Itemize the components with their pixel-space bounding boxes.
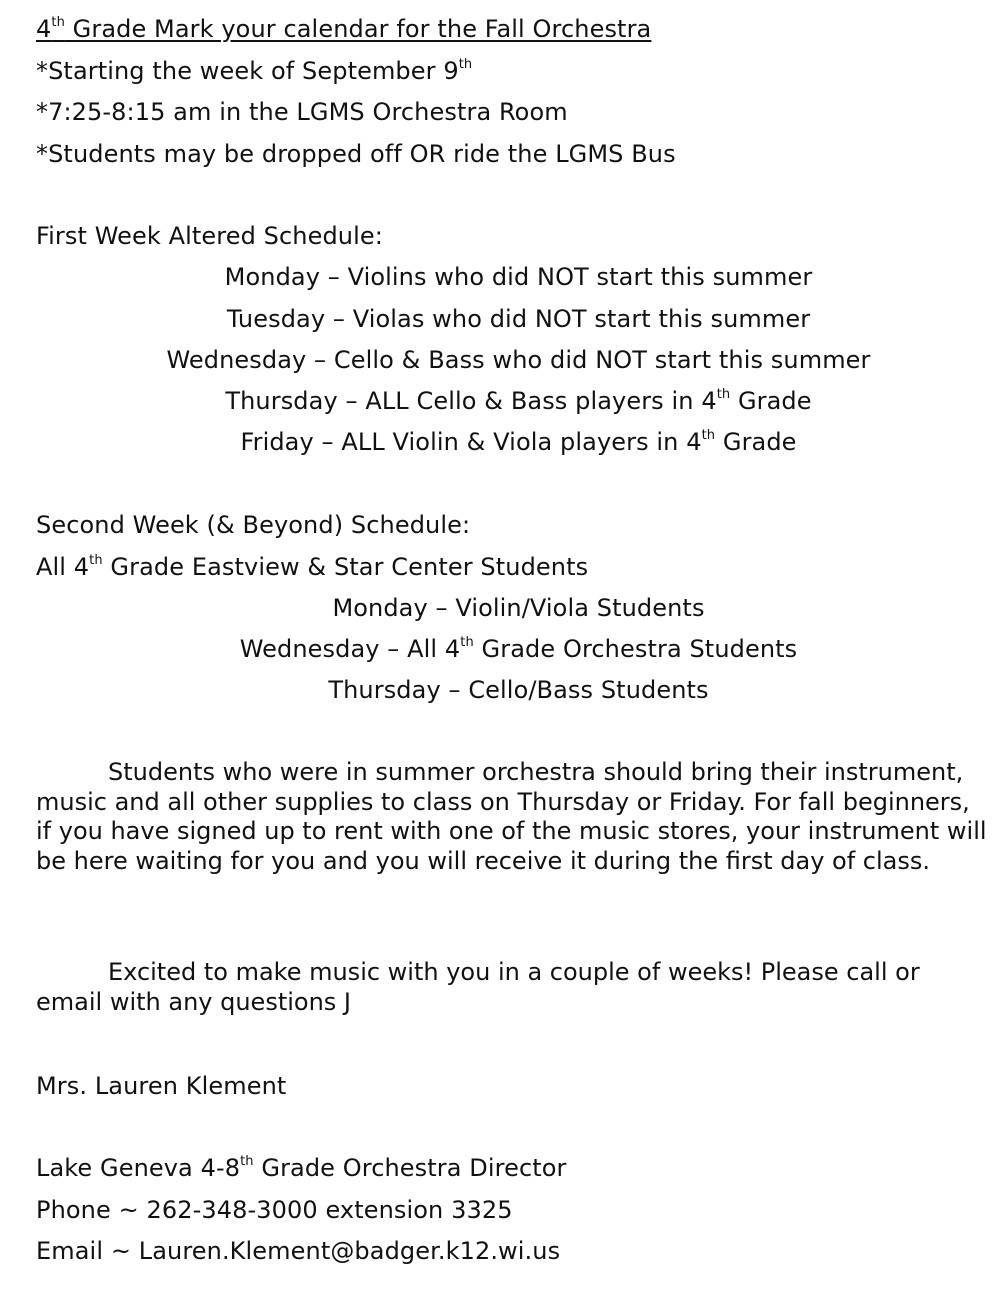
first-week-friday-sup: th — [701, 428, 716, 443]
title-text: Grade Mark your calendar for the Fall Orchestra — [64, 15, 652, 43]
title-superscript: th — [51, 15, 65, 30]
bullet-start-date-text: *Starting the week of September 9 — [36, 57, 459, 85]
signature-role-text: Lake Geneva 4-8 — [36, 1154, 241, 1182]
title-grade: 4 — [36, 15, 52, 43]
second-week-wednesday — [0, 634, 1001, 664]
signature-role-rest: Grade Orchestra Director — [253, 1154, 567, 1182]
second-week-group-text: All 4 — [36, 553, 90, 581]
second-week-heading: Second Week (& Beyond) Schedule: — [36, 511, 471, 539]
second-week-group-sup: th — [89, 553, 103, 568]
first-week-thursday — [0, 386, 1001, 416]
signature-email: Email ~ Lauren.Klement@badger.k12.wi.us — [36, 1237, 561, 1265]
first-week-tuesday: Tuesday – Violas who did NOT start this summer — [226, 305, 811, 333]
second-week-wednesday-text: Wednesday – All 4 — [239, 635, 461, 663]
signature-name: Mrs. Lauren Klement — [36, 1072, 287, 1100]
paragraph-closing — [36, 958, 988, 1017]
second-week-thursday: Thursday – Cello/Bass Students — [328, 676, 709, 704]
paragraph-supplies-text: Students who were in summer orchestra should bring their instrument, music and all other supplies to class on Thursday or Friday. For fall beginners, if you have signed up to rent with one of the music stores, your instrument will be here waiting for you and you will receive it during the first day of class. — [36, 758, 987, 875]
second-week-wednesday-rest: Grade Orchestra Students — [473, 635, 798, 663]
second-week-monday: Monday – Violin/Viola Students — [332, 594, 705, 622]
first-week-thursday-sup: th — [716, 387, 731, 402]
bullet-time-location: *7:25-8:15 am in the LGMS Orchestra Room — [36, 98, 568, 126]
first-week-friday-grade: Grade — [715, 428, 797, 456]
paragraph-supplies — [36, 758, 988, 876]
first-week-thursday-grade: Grade — [730, 387, 812, 415]
first-week-friday-text: Friday – ALL Violin & Viola players in 4 — [240, 428, 702, 456]
second-week-group-rest: Grade Eastview & Star Center Students — [102, 553, 589, 581]
bullet-transport: *Students may be dropped off OR ride the LGMS Bus — [36, 140, 676, 168]
page-title — [36, 14, 651, 44]
signature-phone: Phone ~ 262-348-3000 extension 3325 — [36, 1196, 513, 1224]
second-week-group — [36, 552, 588, 582]
bullet-start-date — [36, 56, 472, 86]
paragraph-closing-text: Excited to make music with you in a couple of weeks! Please call or email with any questions J — [36, 958, 920, 1016]
signature-role — [36, 1153, 567, 1183]
first-week-heading: First Week Altered Schedule: — [36, 222, 383, 250]
first-week-monday: Monday – Violins who did NOT start this summer — [224, 263, 813, 291]
first-week-thursday-text: Thursday – ALL Cello & Bass players in 4 — [225, 387, 717, 415]
second-week-wednesday-sup: th — [460, 635, 474, 650]
signature-role-sup: th — [240, 1154, 254, 1169]
first-week-wednesday: Wednesday – Cello & Bass who did NOT start this summer — [166, 346, 871, 374]
first-week-friday — [0, 427, 1001, 457]
bullet-start-date-sup: th — [458, 57, 473, 72]
